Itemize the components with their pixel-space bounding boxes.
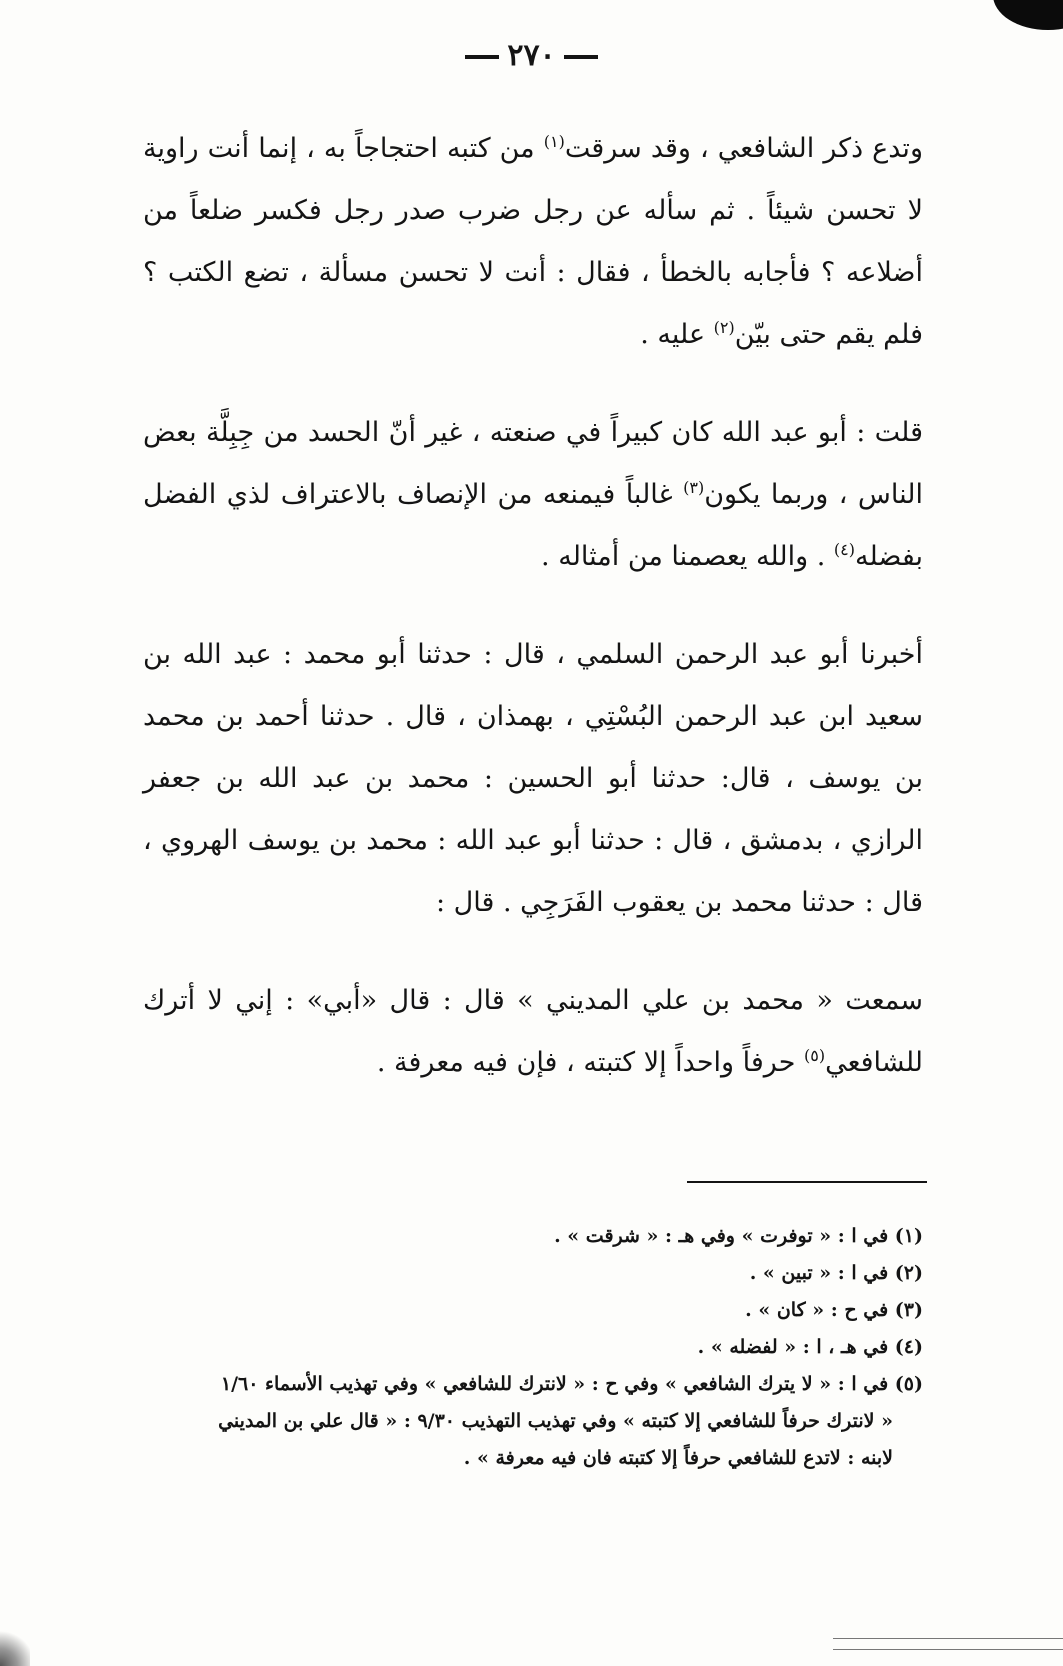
- footnote-ref-2: (٢): [713, 318, 735, 337]
- footnote-ref-1: (١): [543, 132, 565, 151]
- footnote-5: (٥) في ا : « لا يترك الشافعي » وفي ح : « لانترك للشافعي » وفي تهذيب الأسماء ١/٦٠: [220, 1373, 923, 1395]
- footnote-ref-4: (٤): [833, 540, 855, 559]
- paragraph-4-part-1: سمعت « محمد بن علي المديني » قال : قال «أبي» : إني لا أترك للشافعي: [143, 985, 923, 1078]
- footnote-ref-3: (٣): [683, 478, 705, 497]
- paragraph-4-part-2: حرفاً واحداً إلا كتبته ، فإن فيه معرفة .: [376, 1047, 804, 1078]
- scan-edge-lines: [833, 1638, 1063, 1650]
- paragraph-2-part-2: غالباً فيمنعه من الإنصاف بالاعتراف لذي الفضل بفضله: [143, 479, 923, 572]
- footnote-separator: [687, 1181, 927, 1183]
- paragraph-1-part-2: من كتبه احتجاجاً به ، إنما أنت راوية لا تحسن شيئاً . ثم سأله عن رجل ضرب صدر رجل فكسر ضلعاً من أضلاعه ؟ فأجابه بالخطأ ، فقال : أنت لا تحسن مسألة ، تضع الكتب ؟ فلم يقم حتى بيّن: [143, 133, 923, 350]
- paragraph-2-part-1: قلت : أبو عبد الله كان كبيراً في صنعته ، غير أنّ الحسد من جِبِلَّة بعض الناس ، وربما يكون: [143, 417, 923, 510]
- footnote-3: (٣) في ح : « كان » .: [745, 1299, 923, 1321]
- page-header: [0, 38, 1063, 73]
- footnote-ref-5: (٥): [803, 1046, 826, 1065]
- header-dash-right: [564, 55, 598, 59]
- header-dash-left: [465, 55, 499, 59]
- paragraph-3: [143, 624, 923, 934]
- paragraph-1: [143, 118, 923, 366]
- page-number: ٢٧٠: [507, 38, 556, 73]
- main-text: [143, 118, 923, 1134]
- paragraph-3-text: أخبرنا أبو عبد الرحمن السلمي ، قال : حدثنا أبو محمد : عبد الله بن سعيد ابن عبد الرحمن البُسْتِي ، بهمذان ، قال . حدثنا أحمد بن محمد بن يوسف ، قال: حدثنا أبو الحسين : محمد بن عبد الله بن جعفر الرازي ، بدمشق ، قال : حدثنا أبو عبد الله : محمد بن يوسف الهروي ، قال : حدثنا محمد بن يعقوب الفَرَجِي . قال :: [143, 639, 923, 918]
- footnote-5-continuation-1: « لانترك حرفاً للشافعي إلا كتبته » وفي تهذيب التهذيب ٩/٣٠ : « قال علي بن المديني: [218, 1410, 893, 1432]
- footnote-2: (٢) في ا : « تبين » .: [749, 1262, 923, 1284]
- paragraph-4: [143, 970, 923, 1094]
- paragraph-2-part-3: . والله يعصمنا من أمثاله .: [541, 541, 834, 572]
- scan-corner-speck: [0, 1626, 30, 1666]
- paragraph-2: [143, 402, 923, 588]
- footnotes: [133, 1218, 923, 1477]
- footnote-1: (١) في ا : « توفرت » وفي هـ : « شرقت » .: [554, 1225, 923, 1247]
- paragraph-1-part-1: وتدع ذكر الشافعي ، وقد سرقت: [564, 133, 923, 164]
- footnote-4: (٤) في هـ ، ا : « لفضله » .: [697, 1336, 923, 1358]
- footnote-5-continuation-2: لابنه : لاتدع للشافعي حرفاً إلا كتبته فان فيه معرفة » .: [463, 1447, 893, 1469]
- scan-corner-shadow: [993, 0, 1063, 30]
- paragraph-1-part-3: عليه .: [640, 319, 714, 350]
